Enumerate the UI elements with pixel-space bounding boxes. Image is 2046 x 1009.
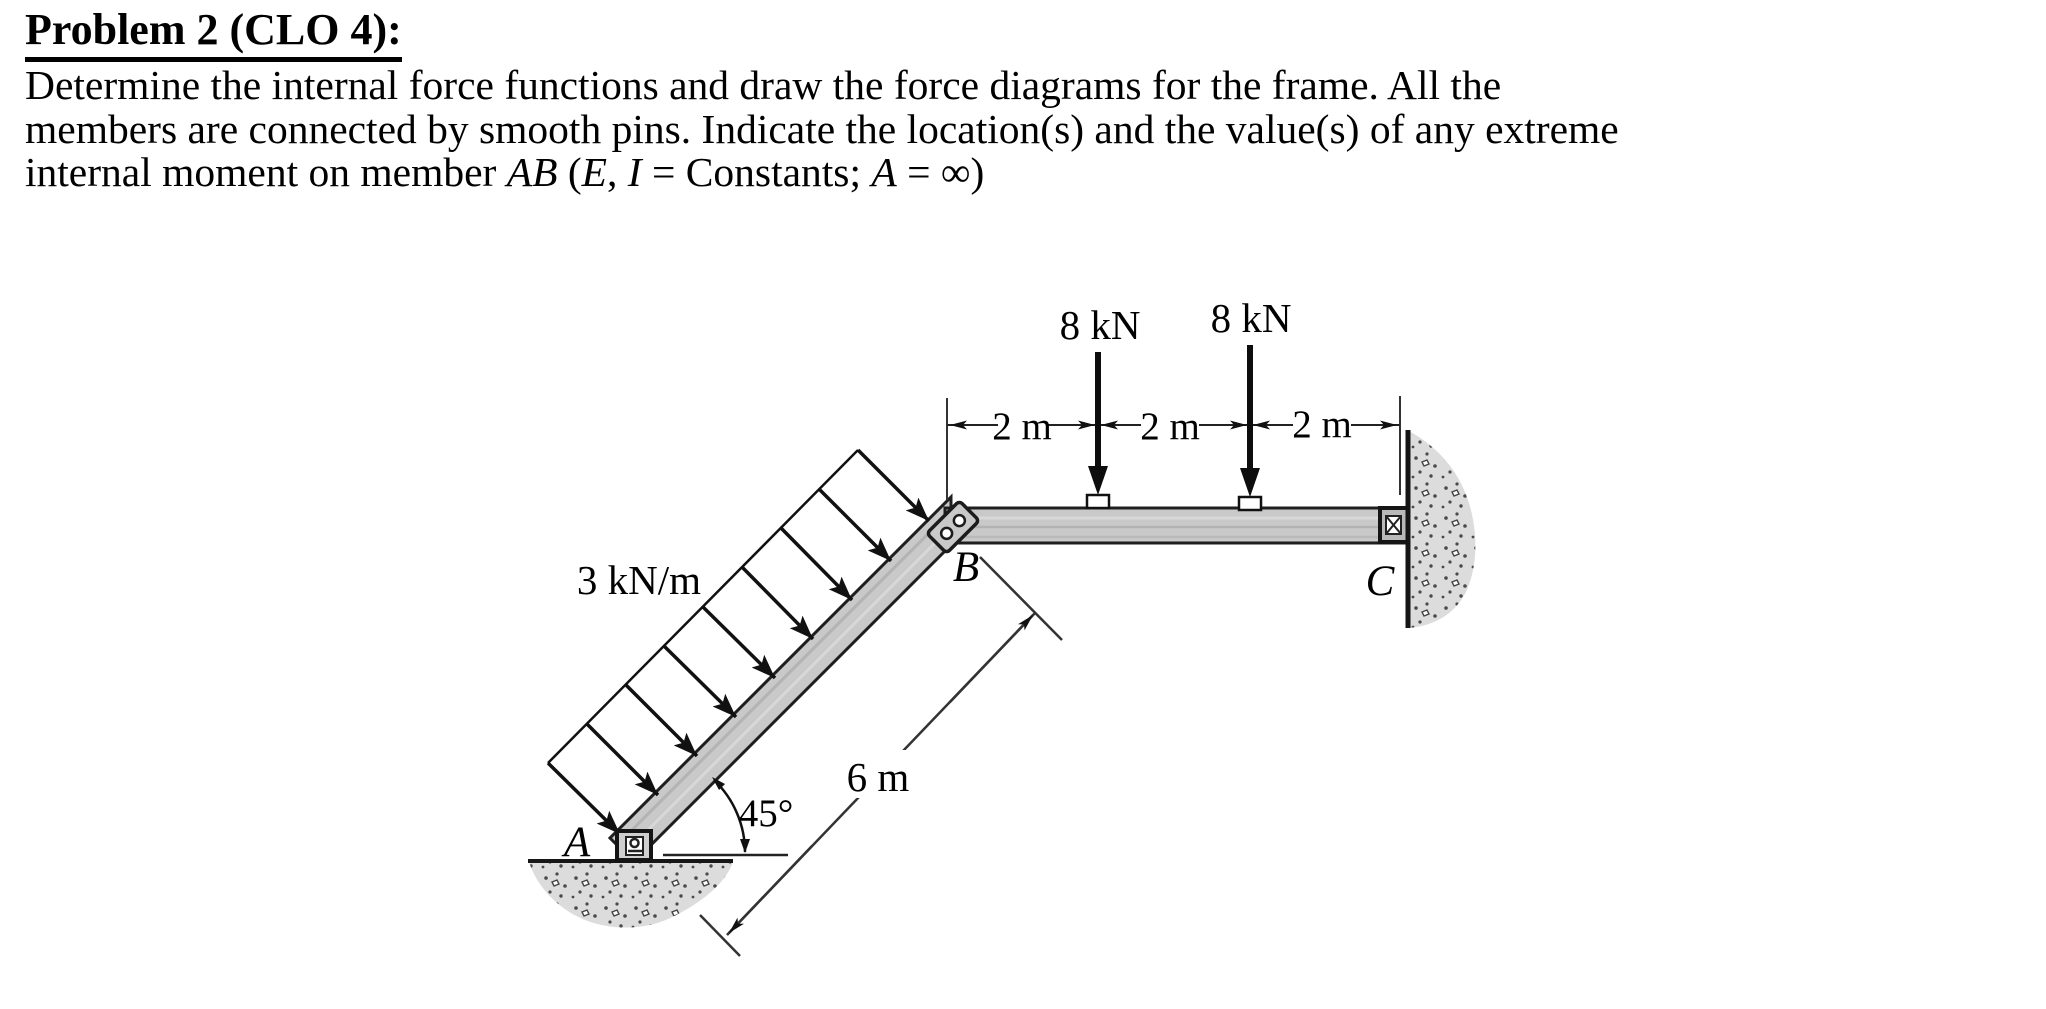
angle-annotation bbox=[712, 777, 793, 853]
symbol-a-italic: A bbox=[871, 149, 897, 195]
dim-2m-1-label: 2 m bbox=[992, 405, 1052, 448]
statement-line-3: internal moment on member AB (E, I = Constants; A = ∞) bbox=[25, 149, 985, 195]
pin-bracket-c bbox=[1380, 508, 1408, 542]
statement-line-1: Determine the internal force functions and draw the force diagrams for the frame. All the bbox=[25, 62, 1502, 108]
load-plate-1 bbox=[1087, 495, 1109, 508]
load-tail-line bbox=[548, 450, 858, 763]
point-loads bbox=[1060, 295, 1292, 510]
load-arrow bbox=[742, 567, 813, 639]
pin-support-a bbox=[617, 831, 651, 860]
member-ab-italic: AB bbox=[506, 149, 558, 195]
problem-title-text: Problem 2 (CLO 4): bbox=[25, 4, 402, 62]
load-arrow bbox=[664, 646, 736, 717]
beam-bc bbox=[945, 508, 1404, 543]
dim-2m-3-label: 2 m bbox=[1292, 403, 1352, 446]
wall-concrete bbox=[1409, 431, 1475, 628]
load-arrow bbox=[819, 489, 891, 561]
point-load-1-label: 8 kN bbox=[1059, 302, 1141, 348]
load-arrow bbox=[626, 685, 697, 756]
angle-45-label: 45° bbox=[738, 792, 794, 835]
distributed-load-label: 3 kN/m bbox=[576, 557, 702, 603]
load-arrow bbox=[587, 724, 658, 795]
node-a-label: A bbox=[563, 819, 591, 866]
statement-line-2: members are connected by smooth pins. Indicate the location(s) and the value(s) of any extreme bbox=[25, 105, 1619, 152]
load-arrow bbox=[703, 607, 775, 678]
dim-6m-label: 6 m bbox=[846, 754, 910, 800]
node-c-label: C bbox=[1365, 558, 1395, 605]
symbol-e-italic: E bbox=[581, 149, 607, 195]
angle-arc-arrowhead-bottom bbox=[740, 839, 750, 853]
extension-line-a bbox=[700, 915, 740, 956]
top-dimension bbox=[947, 396, 1400, 500]
symbol-i-italic: I bbox=[627, 149, 642, 195]
load-plate-2 bbox=[1239, 497, 1261, 510]
node-b-label: B bbox=[952, 544, 980, 591]
dim-2m-2-label: 2 m bbox=[1140, 405, 1200, 448]
load-arrow bbox=[781, 528, 852, 600]
load-arrow bbox=[858, 450, 929, 521]
point-load-2-label: 8 kN bbox=[1210, 295, 1292, 341]
